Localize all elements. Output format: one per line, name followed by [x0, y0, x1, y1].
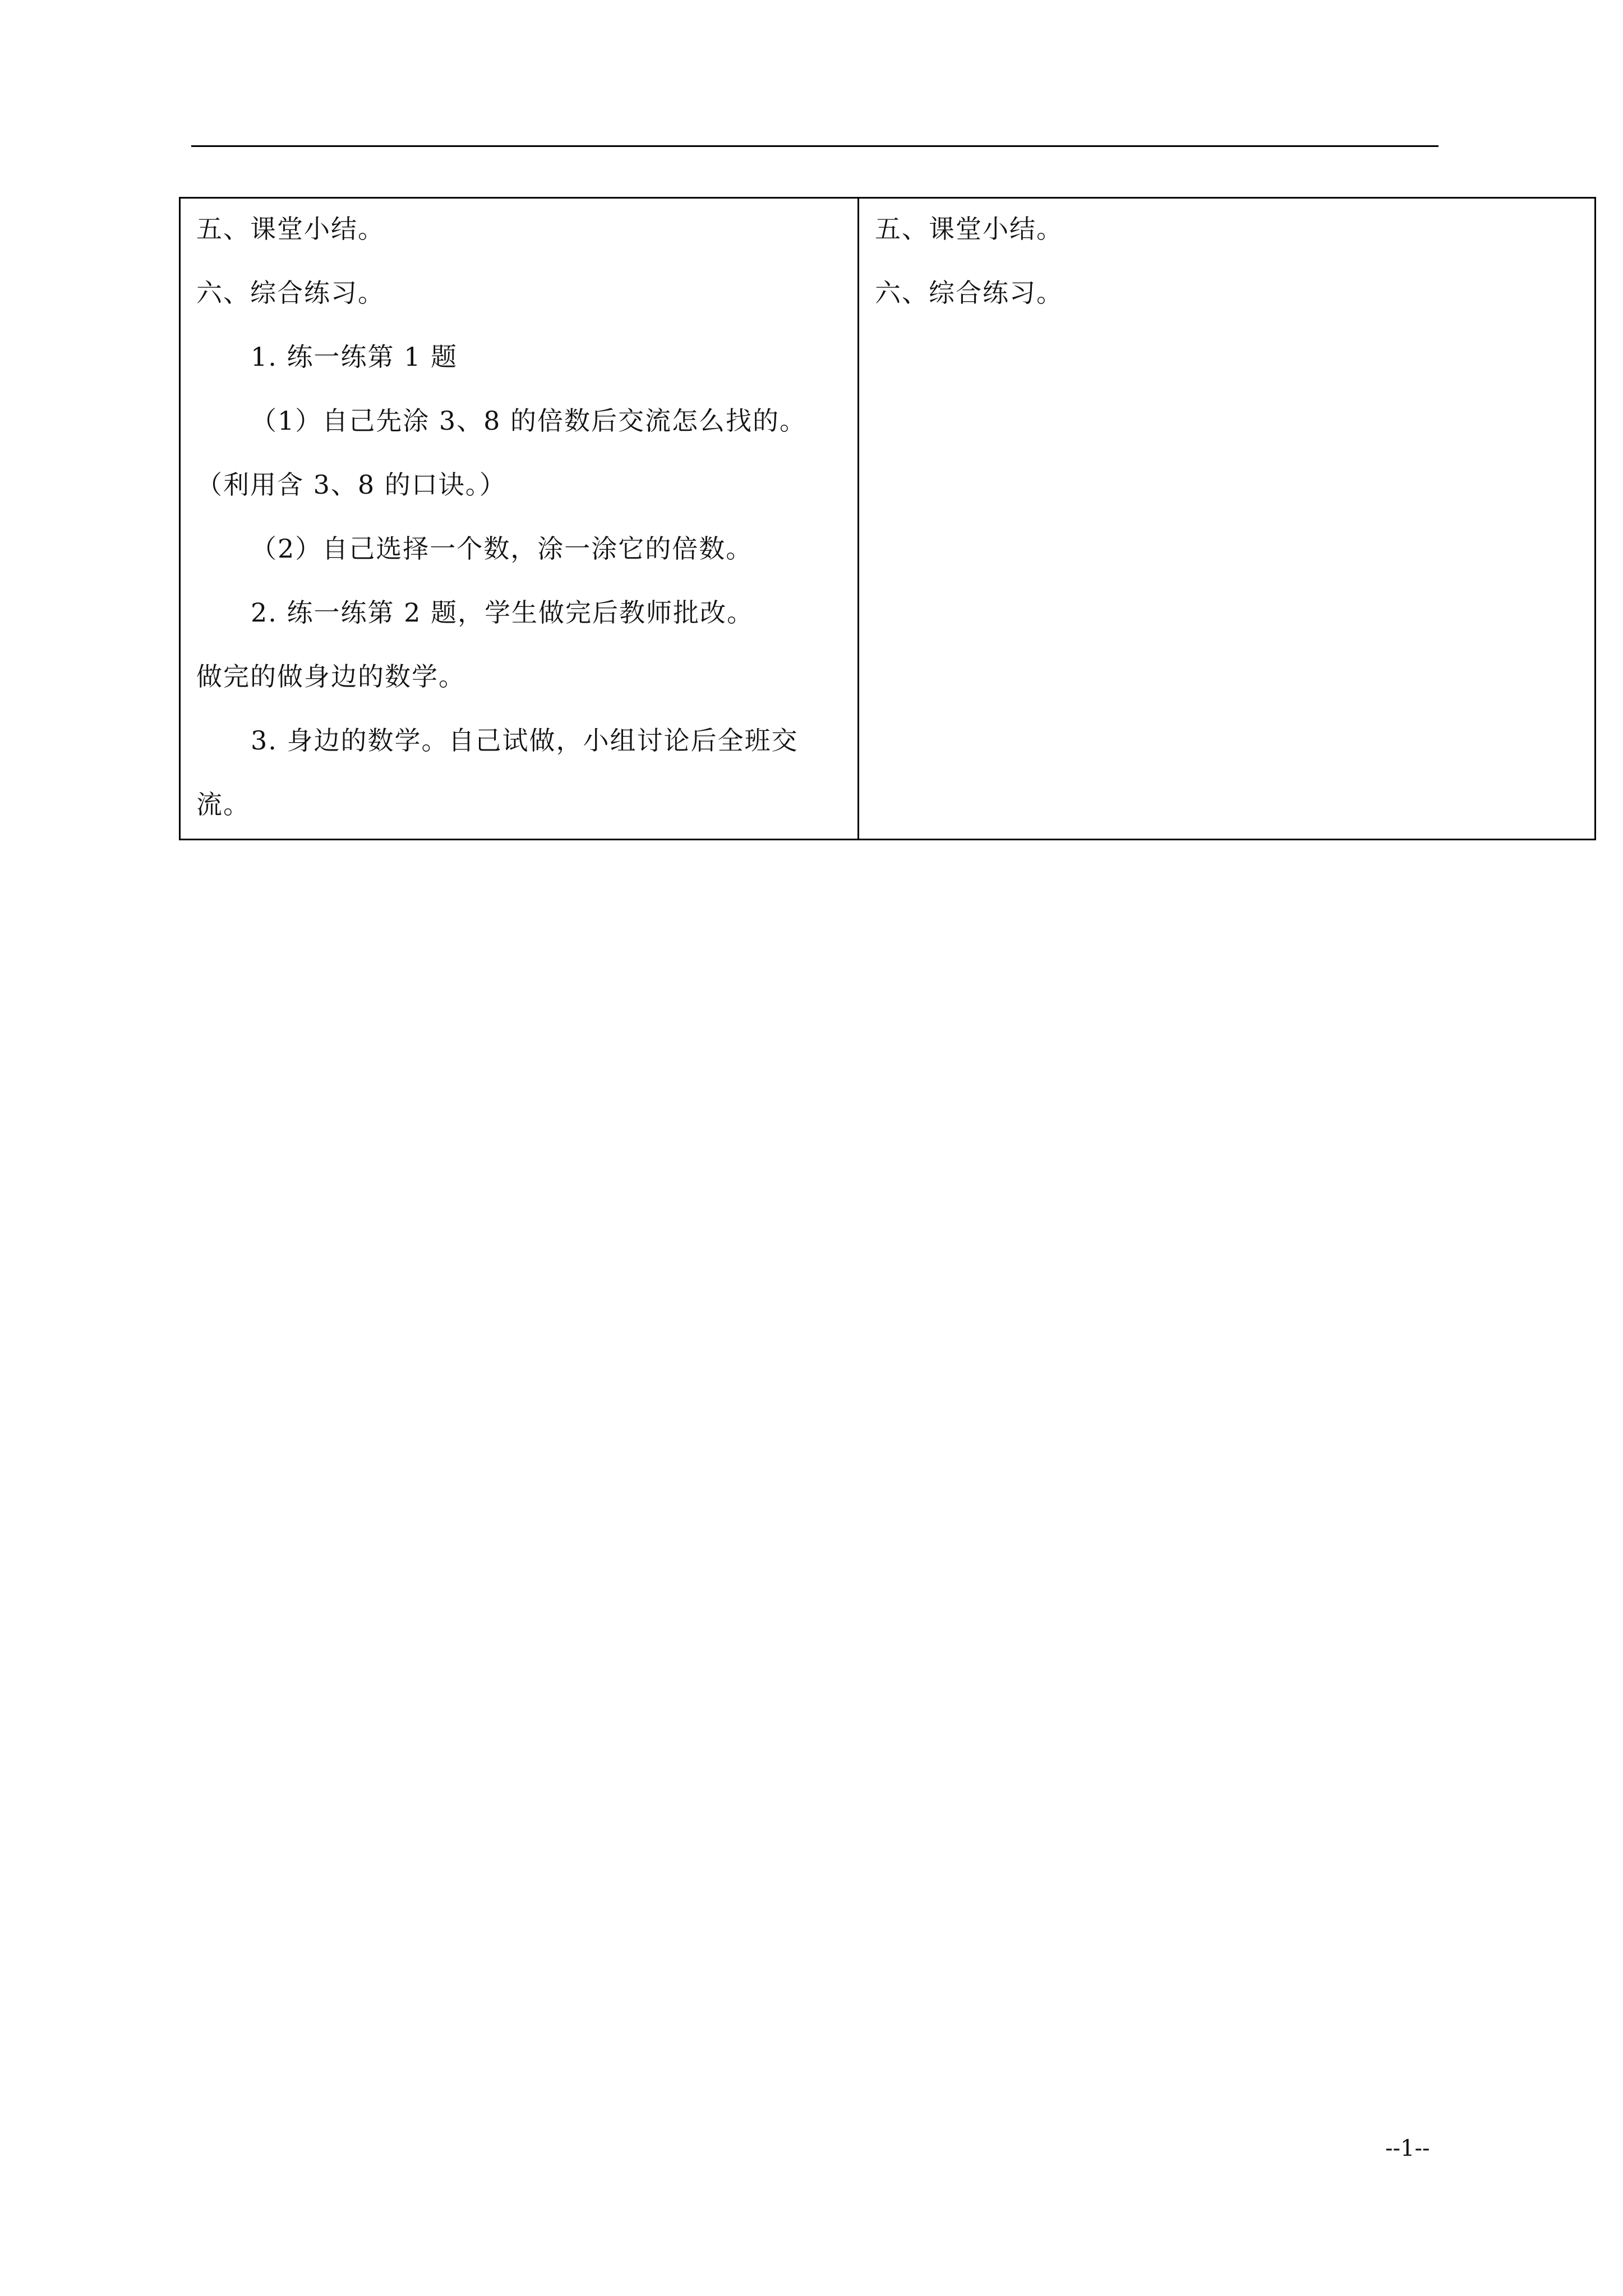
student-activity-column [859, 199, 1594, 839]
text-line: 1. 练一练第 1 题 [251, 342, 458, 372]
text-line: 做完的做身边的数学。 [196, 661, 465, 692]
text-line: 六、综合练习。 [875, 278, 1063, 308]
text-line: 流。 [196, 789, 250, 820]
text-line: 2. 练一练第 2 题，学生做完后教师批改。 [251, 597, 754, 628]
text-line: （2）自己选择一个数，涂一涂它的倍数。 [251, 533, 753, 564]
text-line: 五、课堂小结。 [196, 214, 385, 244]
lesson-table [179, 197, 1596, 840]
text-line: 五、课堂小结。 [875, 214, 1063, 244]
text-line: 3. 身边的数学。自己试做，小组讨论后全班交 [251, 725, 799, 756]
text-line: （1）自己先涂 3、8 的倍数后交流怎么找的。 [251, 406, 807, 436]
page-number: --1-- [1385, 2136, 1430, 2161]
text-line: 六、综合练习。 [196, 278, 385, 308]
header-rule [191, 145, 1438, 147]
text-line: （利用含 3、8 的口诀。） [196, 470, 506, 500]
teacher-activity-column [181, 199, 859, 839]
